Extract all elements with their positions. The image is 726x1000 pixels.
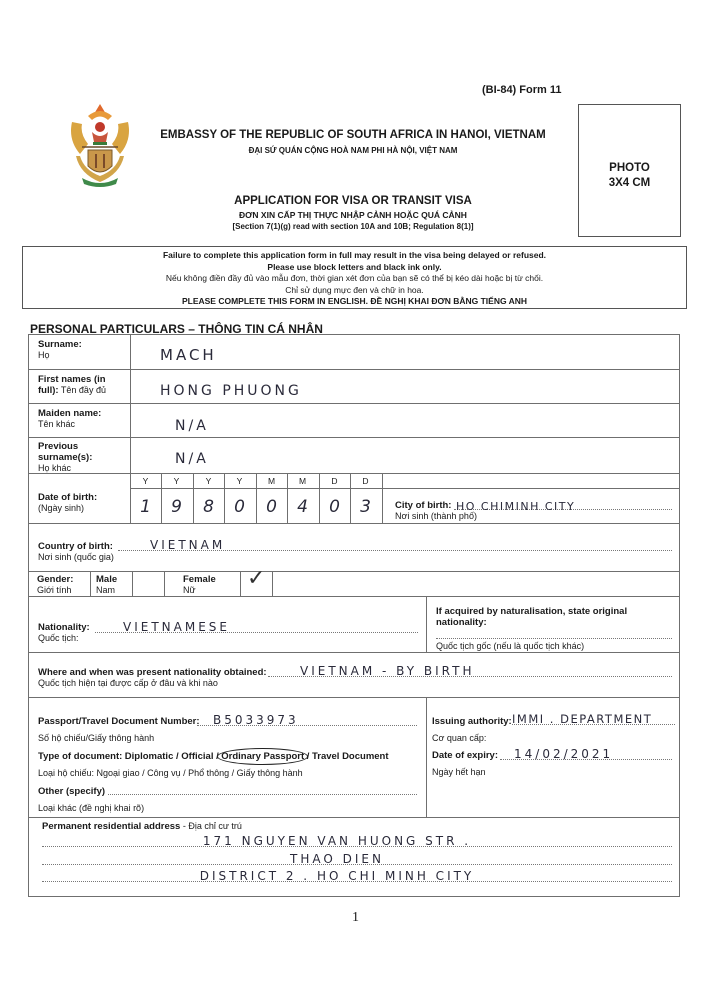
issuing-authority-label-vn: Cơ quan cấp: — [432, 733, 487, 743]
column-divider — [426, 697, 427, 817]
gender-label-vn: Giới tính — [37, 585, 72, 595]
photo-box[interactable] — [578, 104, 681, 237]
other-label-vn: Loại khác (đề nghị khai rõ) — [38, 803, 145, 813]
male-checkbox[interactable] — [133, 572, 164, 596]
row-divider — [28, 369, 680, 370]
address-label — [42, 821, 242, 832]
female-checkbox[interactable] — [241, 566, 272, 596]
address-label-vn: - Địa chỉ cư trú — [182, 821, 242, 831]
document-type-options-before[interactable]: Diplomatic / Official / — [124, 751, 219, 762]
address-line-1-value: 171 NGUYEN VAN HUONG STR . — [202, 834, 472, 848]
dob-label — [38, 492, 97, 514]
nationality-field[interactable] — [95, 618, 418, 633]
row-divider — [28, 697, 680, 698]
country-of-birth-label-vn: Nơi sinh (quốc gia) — [38, 552, 114, 562]
dob-digit-field[interactable]: 0 — [329, 497, 340, 517]
maiden-name-label-vn: Tên khác — [38, 419, 76, 429]
instructions-box — [22, 246, 687, 309]
city-of-birth-field[interactable] — [454, 497, 672, 513]
dob-header: M — [267, 476, 276, 486]
date-of-expiry-label-en: Date of expiry: — [432, 750, 498, 761]
city-of-birth-value: HO CHIMINH CITY — [456, 500, 576, 513]
document-type-label-en: Type of document: — [38, 751, 123, 762]
date-of-expiry-label — [432, 750, 498, 761]
previous-surname-field[interactable]: N/A — [175, 451, 209, 467]
first-names-label-vn: Tên đầy đủ — [60, 385, 106, 395]
dob-header: Y — [173, 476, 180, 486]
nationality-value: VIETNAMESE — [123, 620, 230, 634]
dob-digit-field[interactable]: 1 — [140, 497, 151, 517]
address-label-en: Permanent residential address — [42, 821, 181, 832]
previous-surname-label-vn: Họ khác — [38, 463, 72, 473]
first-names-label-en: First names (in full): — [38, 374, 106, 396]
selected-option-circle — [217, 748, 308, 765]
embassy-title-vn: ĐẠI SỨ QUÁN CỘNG HOÀ NAM PHI HÀ NỘI, VIỆT NAM — [248, 146, 458, 155]
nationality-obtained-label-vn: Quốc tịch hiện tại được cấp ở đâu và khi nào — [38, 678, 218, 688]
row-divider — [28, 403, 680, 404]
city-of-birth-label-en: City of birth: — [395, 500, 452, 511]
dob-digit-field[interactable]: 4 — [297, 497, 308, 517]
maiden-name-field[interactable]: N/A — [175, 418, 209, 434]
dob-header: Y — [205, 476, 212, 486]
other-label — [38, 786, 105, 797]
row-divider — [130, 488, 680, 489]
address-line-2-value: THAO DIEN — [290, 852, 384, 866]
application-section-reference: [Section 7(1)(g) read with section 10A and 10B; Regulation 8(1)] — [232, 222, 474, 231]
date-of-expiry-label-vn: Ngày hết hạn — [432, 767, 486, 777]
country-of-birth-label-en: Country of birth: — [38, 541, 113, 552]
document-type-options-after[interactable]: / Travel Document — [306, 751, 389, 762]
row-divider — [28, 523, 680, 524]
male-label-en: Male — [96, 574, 118, 585]
surname-label-en: Surname: — [38, 339, 82, 350]
column-divider — [130, 334, 131, 523]
application-title-vn: ĐƠN XIN CẤP THỊ THỰC NHẬP CẢNH HOẶC QUÁ CẢNH — [239, 210, 467, 220]
previous-surname-label-en: Previous surname(s): — [38, 441, 93, 463]
issuing-authority-label-en: Issuing authority: — [432, 716, 512, 727]
page-number: 1 — [352, 910, 359, 925]
checkmark-icon: ✓ — [247, 566, 266, 591]
address-line-3-field[interactable] — [42, 867, 672, 882]
date-of-expiry-field[interactable] — [500, 745, 672, 760]
city-of-birth-label-vn: Nơi sinh (thành phố) — [395, 511, 477, 521]
nationality-label — [38, 622, 90, 644]
dob-digit-field[interactable]: 0 — [266, 497, 277, 517]
dob-header: D — [331, 476, 338, 486]
nationality-obtained-value: VIETNAM - BY BIRTH — [300, 664, 475, 678]
row-divider — [28, 596, 680, 597]
dob-label-vn: (Ngày sinh) — [38, 503, 85, 513]
photo-placeholder-text — [579, 161, 680, 191]
maiden-name-label — [38, 408, 101, 430]
embassy-title: EMBASSY OF THE REPUBLIC OF SOUTH AFRICA IN HANOI, VIETNAM — [160, 129, 546, 141]
nationality-obtained-label — [38, 667, 267, 689]
female-label-vn: Nữ — [183, 585, 196, 595]
row-divider — [28, 437, 680, 438]
coat-of-arms-icon — [66, 100, 134, 190]
original-nationality-label — [436, 606, 666, 628]
column-divider — [426, 596, 427, 652]
column-divider — [382, 473, 383, 523]
dob-digit-field[interactable]: 0 — [234, 497, 245, 517]
country-of-birth-label — [38, 541, 114, 563]
previous-surname-label — [38, 441, 118, 474]
form-number: (BI-84) Form 11 — [482, 84, 562, 96]
column-divider — [272, 571, 273, 596]
surname-label — [38, 339, 82, 361]
dob-digit-field[interactable]: 8 — [203, 497, 214, 517]
dob-header: Y — [236, 476, 243, 486]
first-names-field[interactable]: HONG PHUONG — [160, 383, 302, 399]
country-of-birth-field[interactable] — [118, 536, 672, 551]
gender-label-en: Gender: — [37, 574, 74, 585]
dob-label-en: Date of birth: — [38, 492, 98, 503]
gender-label — [37, 574, 73, 596]
date-of-expiry-value: 14/02/2021 — [514, 747, 614, 761]
maiden-name-label-en: Maiden name: — [38, 408, 102, 419]
address-line-3-value: DISTRICT 2 . HO CHI MINH CITY — [199, 869, 475, 883]
row-divider — [28, 571, 680, 572]
warning-line-5: PLEASE COMPLETE THIS FORM IN ENGLISH. ĐỀ NGHỊ KHAI ĐƠN BẰNG TIẾNG ANH — [181, 296, 528, 306]
warning-line-2: Please use block letters and black ink only. — [267, 261, 442, 272]
original-nationality-label-en: If acquired by naturalisation, state original nationality: — [436, 606, 628, 628]
passport-number-value: B5033973 — [213, 713, 299, 727]
country-of-birth-value: VIETNAM — [150, 538, 226, 552]
warning-line-4: Chỉ sử dụng mực đen và chữ in hoa. — [285, 284, 424, 295]
other-field[interactable] — [108, 786, 417, 795]
surname-label-vn: Họ — [38, 350, 50, 360]
dob-digit-field[interactable]: 9 — [171, 497, 182, 517]
passport-number-label — [38, 716, 200, 727]
dob-header: Y — [142, 476, 149, 486]
warning-line-3: Nếu không điền đầy đủ vào mẫu đơn, thời gian xét đơn của bạn sẽ có thể bị kéo dài hoặc bị từ chối. — [165, 273, 544, 283]
nationality-obtained-label-en: Where and when was present nationality obtained: — [38, 667, 267, 678]
nationality-obtained-field[interactable] — [268, 662, 672, 677]
document-type-label-vn: Loại hộ chiếu: Ngoại giao / Công vụ / Phổ thông / Giấy thông hành — [38, 768, 303, 778]
surname-field[interactable]: MACH — [160, 346, 217, 364]
male-label-vn: Nam — [96, 585, 116, 595]
row-divider — [28, 473, 680, 474]
dob-header: D — [362, 476, 369, 486]
nationality-label-en: Nationality: — [38, 622, 90, 633]
issuing-authority-field[interactable] — [512, 710, 675, 725]
other-label-en: Other (specify) — [38, 786, 106, 797]
original-nationality-field[interactable] — [436, 630, 672, 639]
application-title: APPLICATION FOR VISA OR TRANSIT VISA — [234, 195, 472, 207]
document-type-selected-option[interactable]: Ordinary Passport — [221, 751, 305, 762]
passport-number-label-vn: Số hộ chiếu/Giấy thông hành — [38, 733, 155, 743]
row-divider — [28, 817, 680, 818]
issuing-authority-label — [432, 716, 512, 727]
nationality-label-vn: Quốc tịch: — [38, 633, 79, 643]
document-type-label — [38, 751, 389, 762]
address-line-2-field[interactable] — [42, 850, 672, 865]
issuing-authority-value: IMMI . DEPARTMENT — [512, 712, 653, 726]
female-label — [183, 574, 216, 596]
row-divider — [28, 652, 680, 653]
dob-header: M — [298, 476, 307, 486]
original-nationality-label-vn: Quốc tịch gốc (nếu là quốc tịch khác) — [436, 641, 585, 651]
passport-number-field[interactable] — [197, 711, 417, 726]
coat-of-arms-logo — [66, 100, 134, 190]
female-label-en: Female — [183, 574, 216, 585]
section-title: PERSONAL PARTICULARS – THÔNG TIN CÁ NHÂN — [30, 322, 323, 336]
dob-digit-field[interactable]: 3 — [360, 497, 371, 517]
address-line-1-field[interactable] — [42, 832, 672, 847]
warning-line-1: Failure to complete this application form in full may result in the visa being delayed or refused. — [162, 250, 547, 260]
column-divider — [90, 571, 91, 596]
column-divider — [164, 571, 165, 596]
first-names-label — [38, 374, 126, 396]
photo-label: PHOTO — [609, 162, 650, 174]
passport-number-label-en: Passport/Travel Document Number: — [38, 716, 200, 727]
male-label — [96, 574, 117, 596]
photo-size-label: 3X4 CM — [608, 177, 651, 189]
